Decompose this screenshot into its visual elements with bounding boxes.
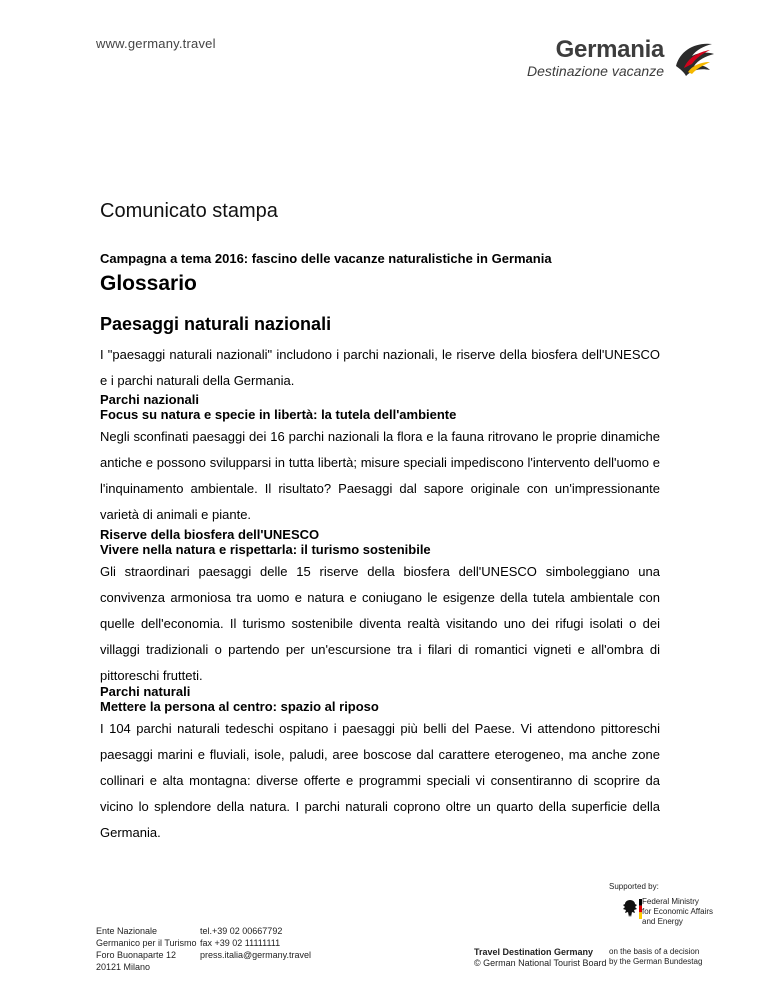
germania-logo xyxy=(527,36,716,86)
subsection-body: Negli sconfinati paesaggi dei 16 parchi nazionali la flora e la fauna ritrovano le proprie dinamiche antiche e possono svilupparsi in tutta libertà; misure speciali impediscono l'intervento dell'uomo e l'inquinamento ambientale. Il risultato? Paesaggi dal sapore originale con un'impressionante varietà di animali e piante. xyxy=(100,429,660,522)
subsection-parchi-naturali xyxy=(100,684,660,714)
subsection-body: Gli straordinari paesaggi delle 15 riserve della biosfera dell'UNESCO simboleggiano una convivenza armoniosa tra uomo e natura e coniugano le esigenze della tutela ambientale con quelle dell'economia. Il turismo sostenibile diventa realtà visitando uno dei rifugi isolati o dei villaggi tradizionali o partendo per un'escursione tra i filari di romantici vigneti e all'ombra di pittoreschi frutteti. xyxy=(100,564,660,683)
footer-tdg xyxy=(474,947,607,969)
intro-paragraph: I "paesaggi naturali nazionali" includono i parchi nazionali, le riserve della biosfera dell'UNESCO e i parchi naturali della Germania. xyxy=(100,347,660,388)
footer-phone: tel.+39 02 00667792 xyxy=(200,926,283,936)
logo-name: Germania xyxy=(555,36,664,63)
subsection-subheading: Mettere la persona al centro: spazio al riposo xyxy=(100,699,379,714)
site-url[interactable]: www.germany.travel xyxy=(96,36,216,51)
logo-tagline: Destinazione vacanze xyxy=(527,63,664,79)
section-title: Paesaggi naturali nazionali xyxy=(100,314,332,334)
supported-by-label: Supported by: xyxy=(609,882,659,891)
tdg-board: © German National Tourist Board xyxy=(474,958,607,968)
footer-fax: fax +39 02 11111111 xyxy=(200,938,281,948)
campaign-heading: Campagna a tema 2016: fascino delle vacanze naturalistiche in Germania xyxy=(100,251,552,266)
subsection-heading: Riserve della biosfera dell'UNESCO xyxy=(100,527,320,542)
tdg-name: Travel Destination Germany xyxy=(474,947,594,957)
subsection-body: I 104 parchi naturali tedeschi ospitano i paesaggi più belli del Paese. Vi attendono pittoreschi paesaggi marini e fluviali, isole, paludi, aree boscose dal carattere eterogeneo, ma anche zone collinari e alta montagna: diverse offerte e programmi speciali vi consentiranno di scoprire da vicino lo splendore della natura. I parchi naturali coprono oltre un quarto della superficie della Germania. xyxy=(100,721,660,840)
footer-email[interactable]: press.italia@germany.travel xyxy=(200,950,312,960)
subsection-parchi-nazionali xyxy=(100,392,660,422)
eagle-logo-icon xyxy=(670,36,716,84)
subsection-subheading: Focus su natura e specie in libertà: la tutela dell'ambiente xyxy=(100,407,457,422)
subsection-riserve-biosfera xyxy=(100,527,660,557)
document-type: Comunicato stampa xyxy=(100,200,278,222)
footer-contact xyxy=(200,925,311,961)
page-title: Glossario xyxy=(100,272,197,295)
bundestag-decision: on the basis of a decision by the German Bundestag xyxy=(609,947,703,966)
federal-eagle-icon xyxy=(622,899,638,919)
subsection-subheading: Vivere nella natura e rispettarla: il turismo sostenibile xyxy=(100,542,431,557)
subsection-heading: Parchi nazionali xyxy=(100,392,199,407)
subsection-heading: Parchi naturali xyxy=(100,684,191,699)
ministry-name: Federal Ministry for Economic Affairs and Energy xyxy=(642,897,713,926)
footer-address: Ente Nazionale Germanico per il Turismo Foro Buonaparte 12 20121 Milano xyxy=(96,926,197,972)
